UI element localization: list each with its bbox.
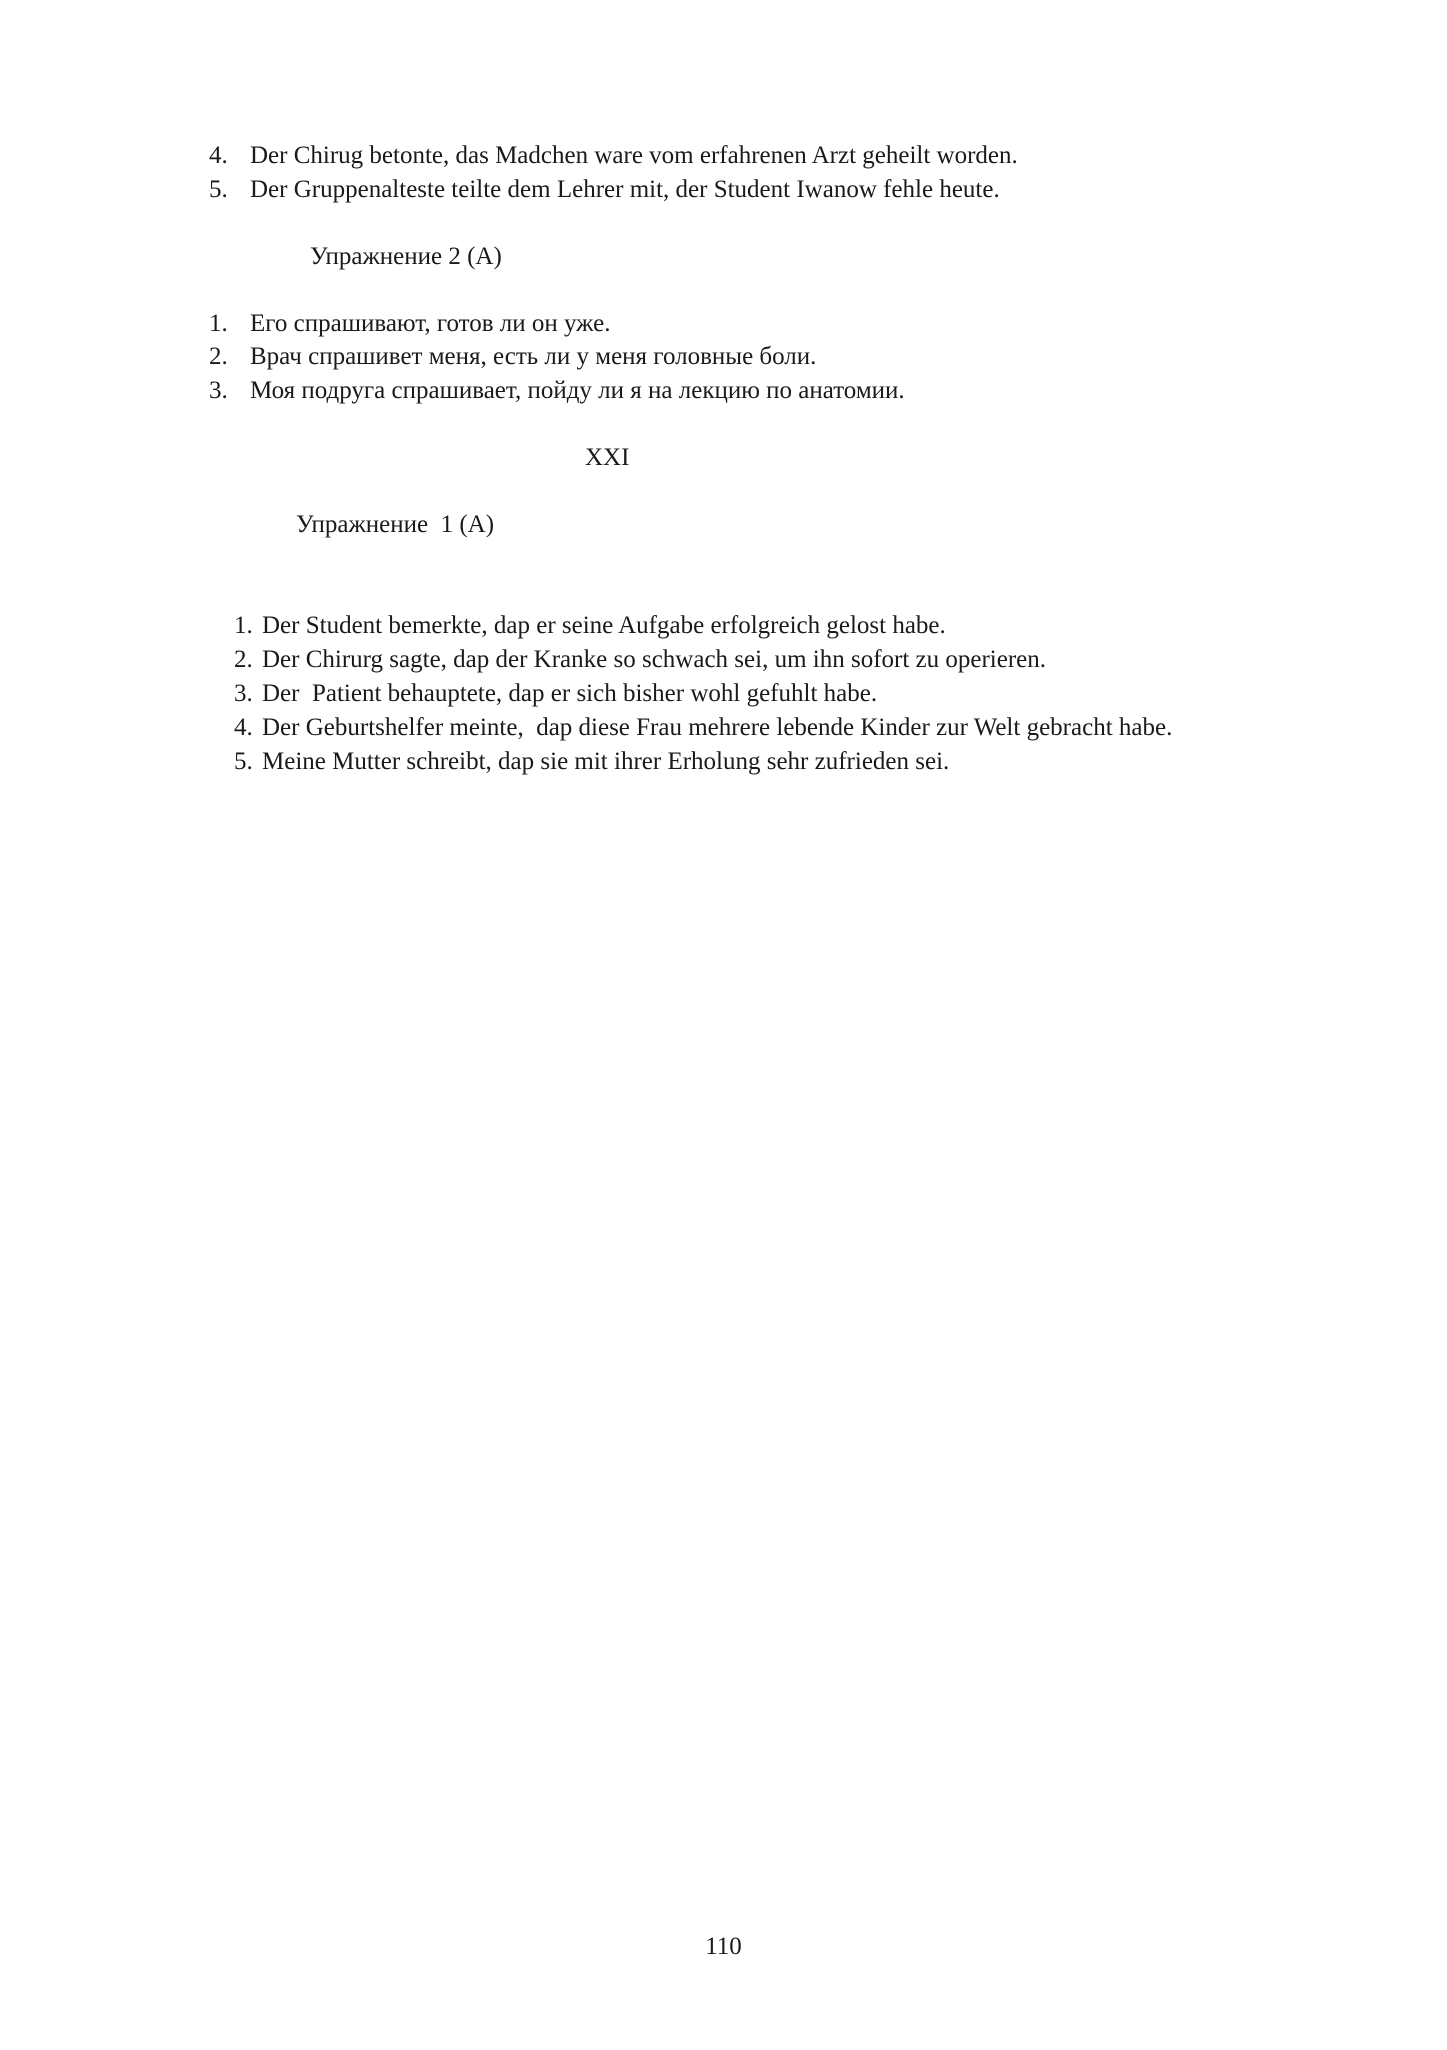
page-number: 110	[705, 1933, 742, 1960]
chapter-title: XXI	[585, 444, 630, 471]
item-text: Его спрашивают, готов ли он уже.	[250, 310, 611, 337]
item-number: 5.	[234, 748, 253, 775]
item-text: Der Chirug betonte, das Madchen ware vom erfahrenen Arzt geheilt worden.	[250, 142, 1018, 169]
item-number: 2.	[234, 646, 253, 673]
item-number: 3.	[209, 377, 228, 404]
list-item	[209, 340, 816, 374]
item-number: 4.	[234, 714, 253, 741]
item-number: 2.	[209, 343, 228, 370]
item-number: 4.	[209, 142, 228, 169]
item-text: Meine Mutter schreibt, dap sie mit ihrer Erholung sehr zufrieden sei.	[262, 748, 950, 775]
item-text: Der Patient behauptete, dap er sich bisher wohl gefuhlt habe.	[262, 680, 878, 707]
list-item	[209, 173, 1000, 207]
list-item	[209, 711, 949, 813]
item-number: 1.	[234, 612, 253, 639]
list-item	[209, 139, 1018, 173]
exercise-heading: Упражнение 1 (А)	[296, 511, 495, 538]
list-item	[209, 307, 610, 341]
item-number: 3.	[234, 680, 253, 707]
item-text: Моя подруга спрашивает, пойду ли я на лекцию по анатомии.	[250, 377, 905, 404]
item-number: 5.	[209, 176, 228, 203]
item-text: Врач спрашивет меня, есть ли у меня головные боли.	[250, 343, 817, 370]
list-item	[209, 374, 905, 408]
item-text: Der Student bemerkte, dap er seine Aufgabe erfolgreich gelost habe.	[262, 612, 946, 639]
item-text: Der Geburtshelfer meinte, dap diese Frau mehrere lebende Kinder zur Welt gebracht habe.	[262, 714, 1173, 741]
item-text: Der Chirurg sagte, dap der Kranke so schwach sei, um ihn sofort zu operieren.	[262, 646, 1047, 673]
item-number: 1.	[209, 310, 228, 337]
exercise-heading: Упражнение 2 (А)	[310, 243, 502, 270]
item-text: Der Gruppenalteste teilte dem Lehrer mit, der Student Iwanow fehle heute.	[250, 176, 1000, 203]
